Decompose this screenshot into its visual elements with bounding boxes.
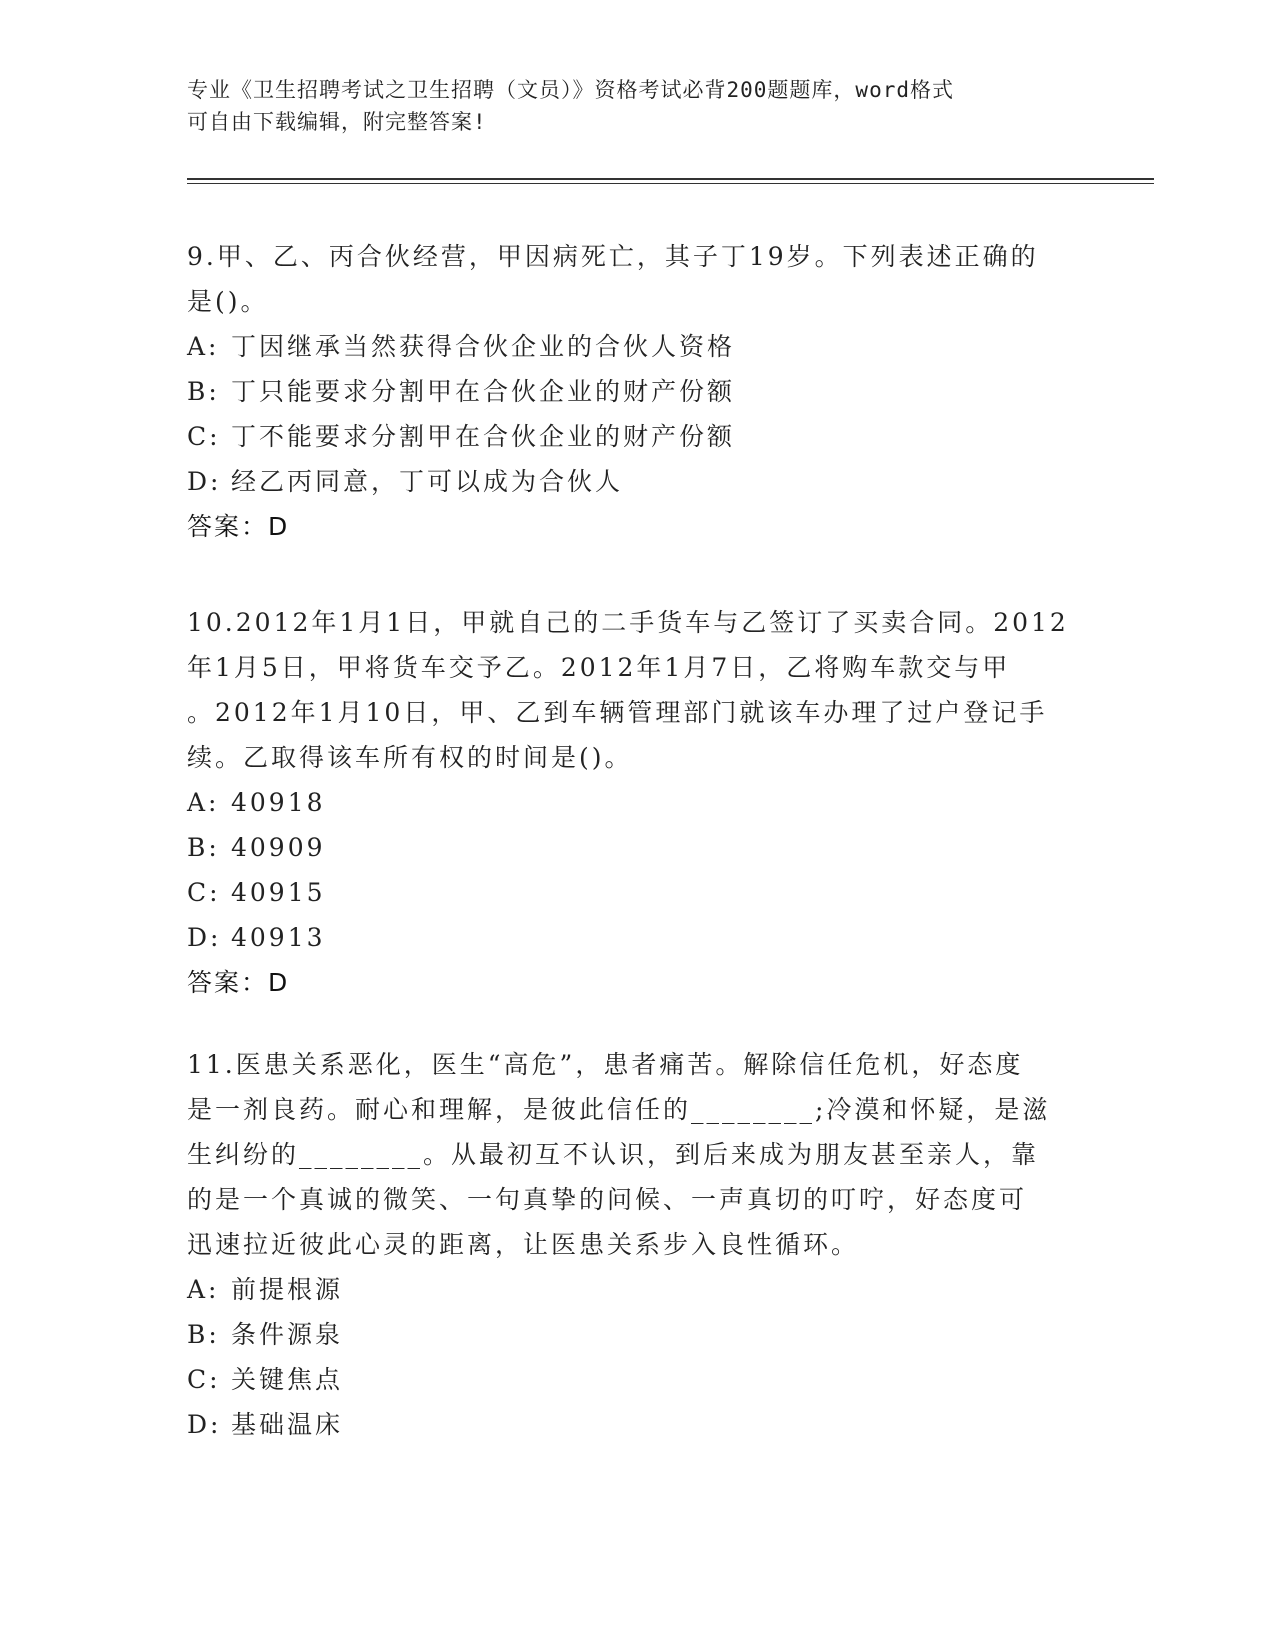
stem-line: 的是一个真诚的微笑、一句真挚的问候、一声真切的叮咛，好态度可 xyxy=(187,1185,1028,1214)
option-text: 40918 xyxy=(231,788,326,817)
question-stem xyxy=(187,1042,1087,1267)
option-text: 条件源泉 xyxy=(231,1320,344,1349)
option-text: 关键焦点 xyxy=(231,1365,344,1394)
header-line-1: 专业《卫生招聘考试之卫生招聘（文员）》资格考试必背200题题库，word格式 xyxy=(187,78,954,102)
stem-line: 是()。 xyxy=(187,287,269,316)
option-text: 丁因继承当然获得合伙企业的合伙人资格 xyxy=(231,332,736,361)
stem-line: 。2012年1月10日，甲、乙到车辆管理部门就该车办理了过户登记手 xyxy=(187,698,1048,727)
option-b xyxy=(187,1312,1087,1357)
option-key: D: xyxy=(187,1410,222,1439)
option-text: 基础温床 xyxy=(231,1410,344,1439)
option-text: 40913 xyxy=(231,923,326,952)
option-text: 40915 xyxy=(231,878,326,907)
option-key: D: xyxy=(187,923,222,952)
option-text: 前提根源 xyxy=(231,1275,344,1304)
option-d xyxy=(187,1402,1087,1447)
document-header xyxy=(187,74,1087,138)
option-a xyxy=(187,780,1087,825)
header-divider-thick xyxy=(187,178,1154,180)
option-text: 丁不能要求分割甲在合伙企业的财产份额 xyxy=(231,422,736,451)
option-c xyxy=(187,414,1087,459)
option-key: B: xyxy=(187,833,220,862)
stem-line: 续。乙取得该车所有权的时间是()。 xyxy=(187,743,633,772)
stem-line: 9.甲、乙、丙合伙经营，甲因病死亡，其子丁19岁。下列表述正确的 xyxy=(187,242,1039,271)
option-key: D: xyxy=(187,467,222,496)
option-b xyxy=(187,825,1087,870)
option-key: A: xyxy=(187,332,220,361)
answer-line: 答案：D xyxy=(187,512,290,541)
stem-line: 10.2012年1月1日，甲就自己的二手货车与乙签订了买卖合同。2012 xyxy=(187,608,1069,637)
stem-line: 年1月5日，甲将货车交予乙。2012年1月7日，乙将购车款交与甲 xyxy=(187,653,1011,682)
option-c xyxy=(187,870,1087,915)
question-stem xyxy=(187,600,1087,780)
option-b xyxy=(187,369,1087,414)
option-key: B: xyxy=(187,1320,220,1349)
question-11 xyxy=(187,1042,1087,1447)
option-c xyxy=(187,1357,1087,1402)
option-key: A: xyxy=(187,788,220,817)
question-10 xyxy=(187,600,1087,1005)
header-divider-thin xyxy=(187,183,1154,184)
header-line-2: 可自由下载编辑，附完整答案! xyxy=(187,110,487,134)
option-key: A: xyxy=(187,1275,220,1304)
option-text: 40909 xyxy=(231,833,326,862)
stem-line: 11.医患关系恶化，医生“高危”，患者痛苦。解除信任危机，好态度 xyxy=(187,1050,1024,1079)
option-key: C: xyxy=(187,878,221,907)
question-stem xyxy=(187,234,1087,324)
answer-line: 答案：D xyxy=(187,968,290,997)
question-9 xyxy=(187,234,1087,549)
stem-line: 迅速拉近彼此心灵的距离，让医患关系步入良性循环。 xyxy=(187,1230,860,1259)
option-a xyxy=(187,1267,1087,1312)
option-key: C: xyxy=(187,1365,221,1394)
stem-line: 生纠纷的________。从最初互不认识，到后来成为朋友甚至亲人，靠 xyxy=(187,1140,1040,1169)
option-d xyxy=(187,915,1087,960)
stem-line: 是一剂良药。耐心和理解，是彼此信任的________;冷漠和怀疑，是滋 xyxy=(187,1095,1051,1124)
option-d xyxy=(187,459,1087,504)
option-key: C: xyxy=(187,422,221,451)
option-text: 经乙丙同意，丁可以成为合伙人 xyxy=(231,467,624,496)
option-key: B: xyxy=(187,377,220,406)
option-a xyxy=(187,324,1087,369)
option-text: 丁只能要求分割甲在合伙企业的财产份额 xyxy=(231,377,736,406)
